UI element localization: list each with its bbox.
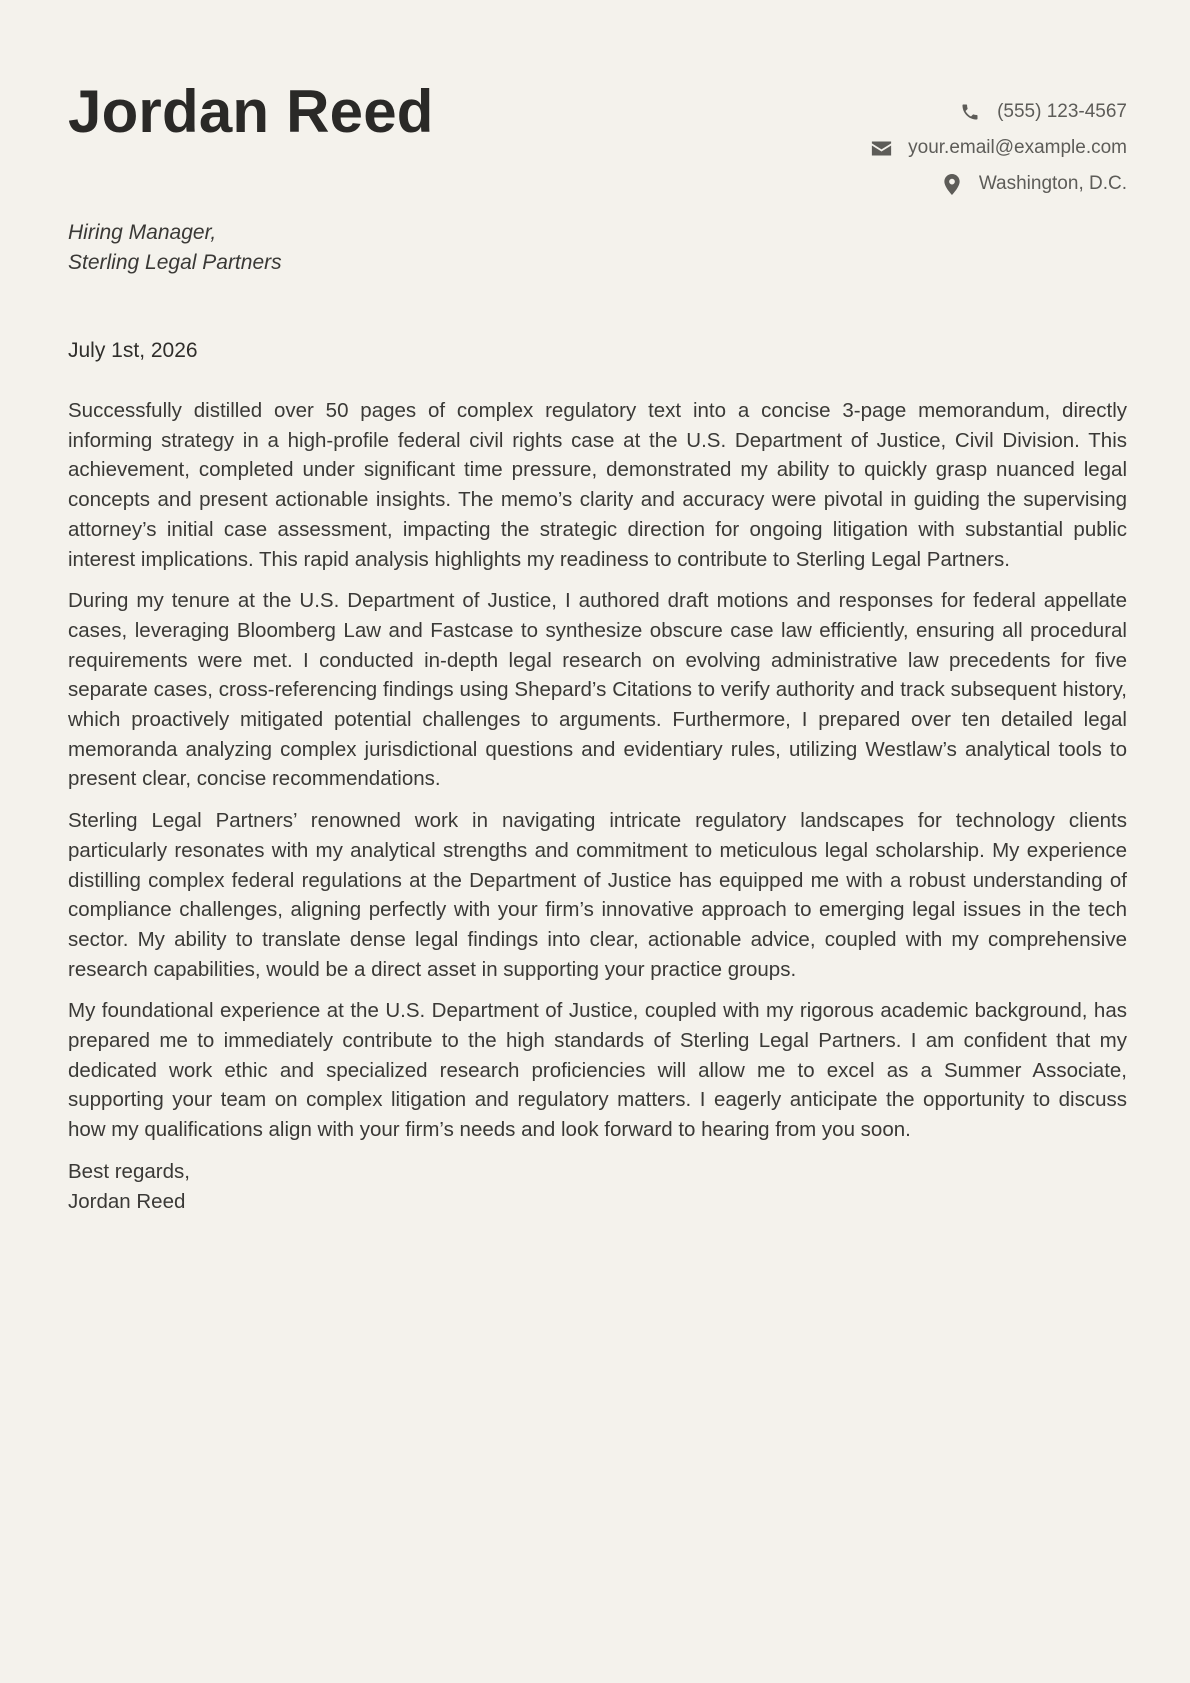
body-paragraph: My foundational experience at the U.S. Department of Justice, coupled with my rigorous academic background, has prepared me to immediately contribute to the high standards of Sterling Legal Partners. I am confident that my dedicated work ethic and specialized research proficiencies will allow me to excel as a Summer Associate, supporting your team on complex litigation and regulatory matters. I eagerly anticipate the opportunity to discuss how my qualifications align with your firm’s needs and look forward to hearing from you soon. (68, 999, 1127, 1142)
email-address: your.email@example.com (908, 137, 1127, 158)
letter-date: July 1st, 2026 (68, 339, 198, 362)
contact-info (870, 94, 1127, 202)
body-paragraph: Successfully distilled over 50 pages of complex regulatory text into a concise 3-page memorandum, directly informing strategy in a high-profile federal civil rights case at the U.S. Department of Justice, Civil Division. This achievement, completed under significant time pressure, demonstrated my ability to quickly grasp nuanced legal concepts and present actionable insights. The memo’s clarity and accuracy were pivotal in guiding the supervising attorney’s initial case assessment, impacting the strategic direction for ongoing litigation with substantial public interest implications. This rapid analysis highlights my readiness to contribute to Sterling Legal Partners. (68, 399, 1127, 571)
phone-icon (959, 101, 981, 123)
contact-phone (870, 94, 1127, 130)
closing-signature: Jordan Reed (68, 1189, 186, 1213)
letter-body (68, 396, 1127, 1216)
closing-block (68, 1157, 1127, 1216)
location-text: Washington, D.C. (978, 173, 1127, 194)
letter-header (68, 0, 1127, 210)
recipient-block (68, 218, 282, 278)
body-paragraph: Sterling Legal Partners’ renowned work in navigating intricate regulatory landscapes for technology clients particularly resonates with my analytical strengths and commitment to meticulous legal scholarship. My experience distilling complex federal regulations at the Department of Justice has equipped me with a robust understanding of compliance challenges, aligning perfectly with your firm’s innovative approach to emerging legal issues in the tech sector. My ability to translate dense legal findings into clear, actionable advice, coupled with my comprehensive research capabilities, would be a direct asset in supporting your practice groups. (68, 809, 1127, 981)
contact-location (870, 166, 1127, 202)
cover-letter-page (68, 0, 1127, 1683)
recipient-title: Hiring Manager, (68, 221, 217, 244)
contact-email (870, 130, 1127, 166)
applicant-name: Jordan Reed (68, 78, 434, 145)
phone-number: (555) 123-4567 (997, 101, 1127, 122)
closing-salutation: Best regards, (68, 1159, 190, 1183)
envelope-icon (870, 137, 892, 159)
recipient-company: Sterling Legal Partners (68, 251, 282, 274)
body-paragraph: During my tenure at the U.S. Department of Justice, I authored draft motions and responses for federal appellate cases, leveraging Bloomberg Law and Fastcase to synthesize obscure case law efficiently, ensuring all procedural requirements were met. I conducted in-depth legal research on evolving administrative law precedents for five separate cases, cross-referencing findings using Shepard’s Citations to verify authority and track subsequent history, which proactively mitigated potential challenges to arguments. Furthermore, I prepared over ten detailed legal memoranda analyzing complex jurisdictional questions and evidentiary rules, utilizing Westlaw’s analytical tools to present clear, concise recommendations. (68, 589, 1127, 791)
map-pin-icon (941, 173, 963, 195)
